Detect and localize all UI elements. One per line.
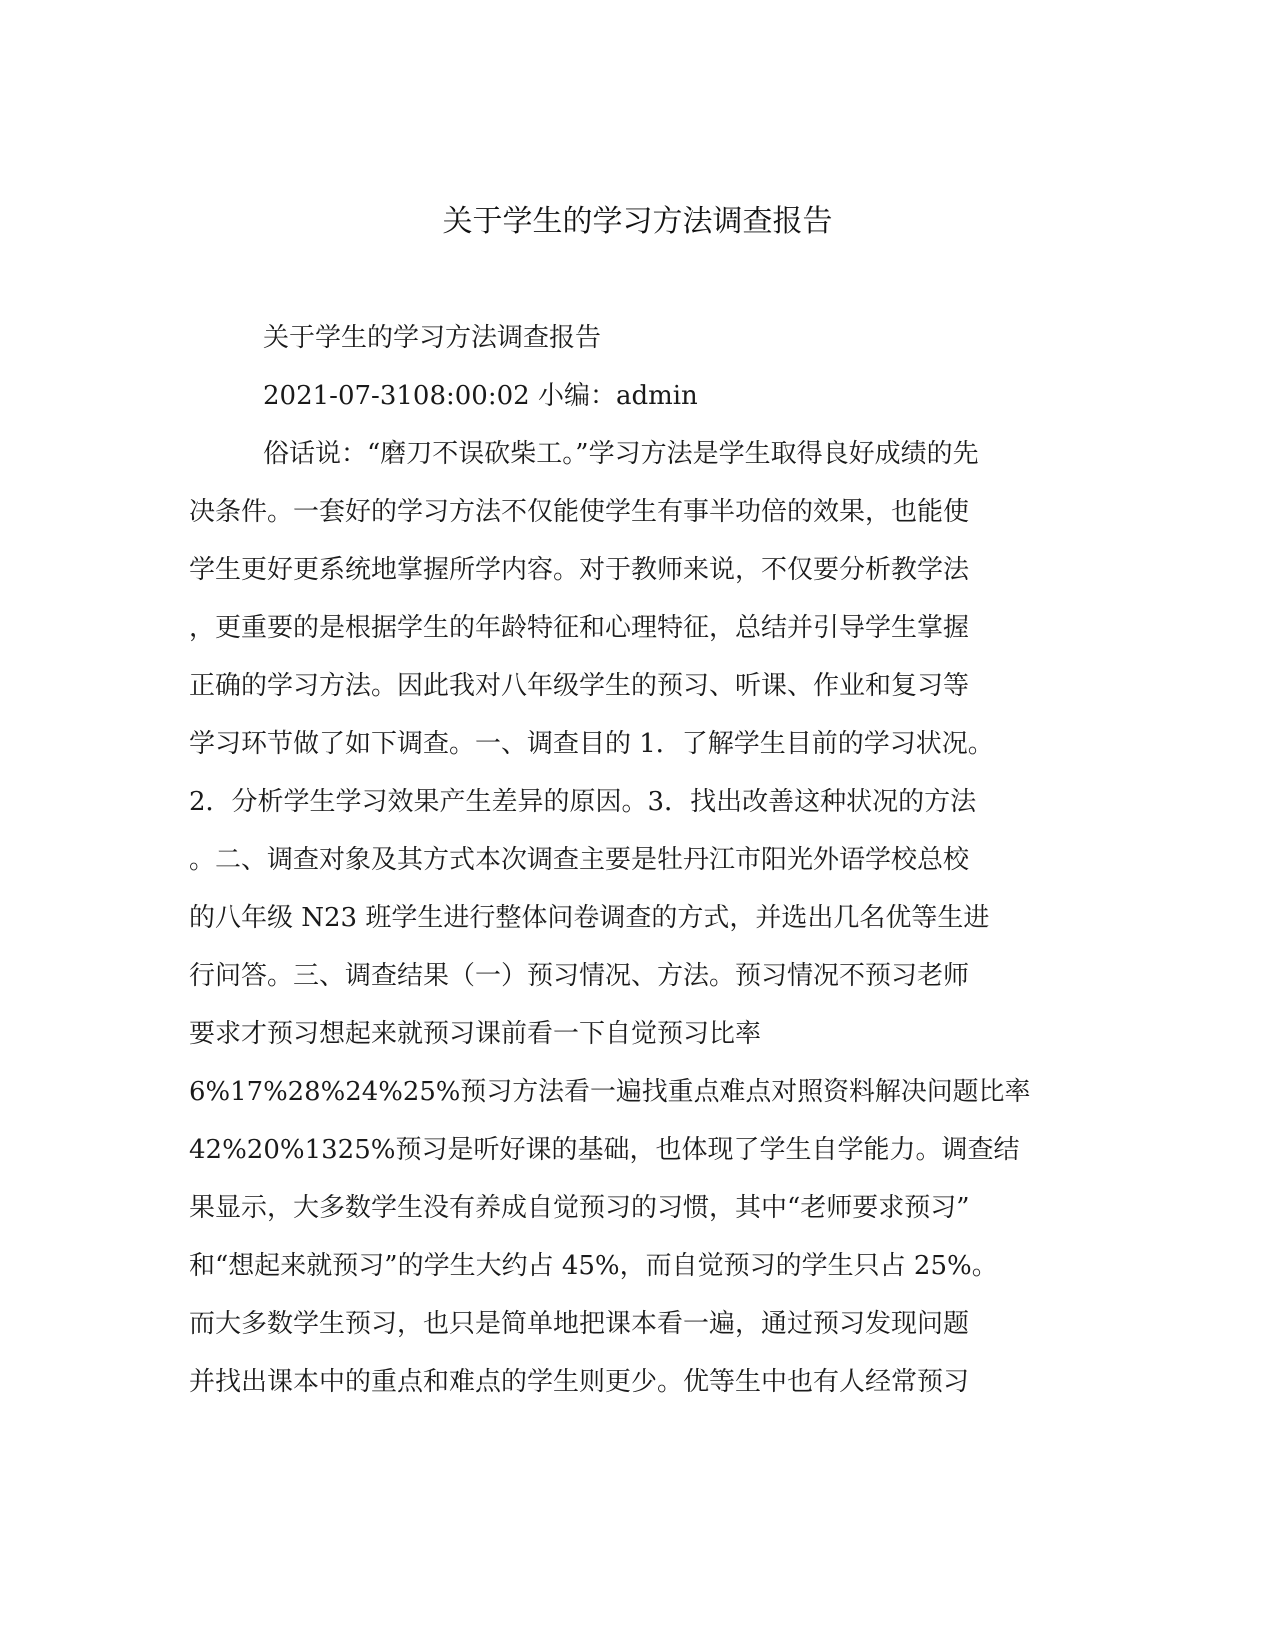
paragraph-line: 果显示，大多数学生没有养成自觉预习的习惯，其中“老师要求预习” <box>189 1193 970 1223</box>
paragraph-line: 并找出课本中的重点和难点的学生则更少。优等生中也有人经常预习 <box>189 1367 970 1397</box>
paragraph-line: 。二、调查对象及其方式本次调查主要是牡丹江市阳光外语学校总校 <box>189 845 970 875</box>
paragraph-line: 要求才预习想起来就预习课前看一下自觉预习比率 <box>189 1019 762 1049</box>
paragraph-line: 正确的学习方法。因此我对八年级学生的预习、听课、作业和复习等 <box>189 671 970 701</box>
paragraph-line: 而大多数学生预习，也只是简单地把课本看一遍，通过预习发现问题 <box>189 1309 970 1339</box>
document-subtitle: 关于学生的学习方法调查报告 <box>263 323 602 353</box>
paragraph-line: 6%17%28%24%25%预习方法看一遍找重点难点对照资料解决问题比率 <box>189 1077 1031 1107</box>
paragraph-line: 学习环节做了如下调查。一、调查目的 1．了解学生目前的学习状况。 <box>189 729 994 759</box>
paragraph-line: ，更重要的是根据学生的年龄特征和心理特征，总结并引导学生掌握 <box>189 613 970 643</box>
paragraph-line: 和“想起来就预习”的学生大约占 45%，而自觉预习的学生只占 25%。 <box>189 1251 998 1281</box>
paragraph-line: 行问答。三、调查结果（一）预习情况、方法。预习情况不预习老师 <box>189 961 970 991</box>
paragraph-line: 2．分析学生学习效果产生差异的原因。3．找出改善这种状况的方法 <box>189 787 977 817</box>
paragraph-line: 俗话说：“磨刀不误砍柴工。”学习方法是学生取得良好成绩的先 <box>263 439 979 469</box>
paragraph-line: 学生更好更系统地掌握所学内容。对于教师来说，不仅要分析教学法 <box>189 555 970 585</box>
document-meta: 2021-07-3108:00:02 小编：admin <box>263 381 698 411</box>
paragraph-line: 决条件。一套好的学习方法不仅能使学生有事半功倍的效果，也能使 <box>189 497 970 527</box>
paragraph-line: 的八年级 N23 班学生进行整体问卷调查的方式，并选出几名优等生进 <box>189 903 990 933</box>
paragraph-line: 42%20%1325%预习是听好课的基础，也体现了学生自学能力。调查结 <box>189 1135 1020 1165</box>
document-title: 关于学生的学习方法调查报告 <box>442 204 833 239</box>
